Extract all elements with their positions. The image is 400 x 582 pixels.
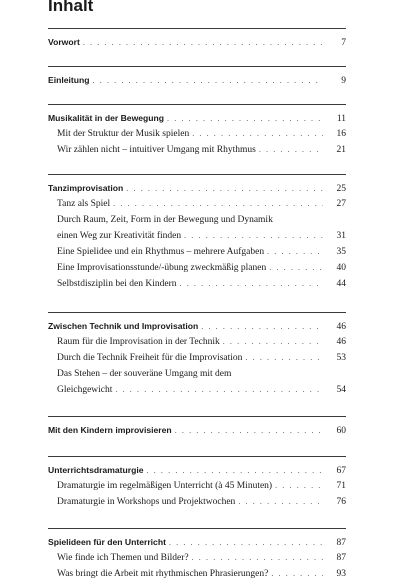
toc-section [48,528,346,582]
section-title: Musikalität in der Bewegung [48,113,165,123]
toc-section [48,312,346,398]
page-title: Inhalt [48,0,94,15]
page-number: 46 [336,322,346,332]
toc-entry-row [48,212,346,228]
section-title: Vorwort [48,37,80,47]
toc-section [48,174,346,292]
section-heading-row [48,462,346,478]
entry-title: Das Stehen – der souveräne Umgang mit dem [57,369,232,379]
entry-title: Durch Raum, Zeit, Form in der Bewegung und Dynamik [57,215,273,225]
toc-entry-row [48,334,346,350]
toc-entry-row [48,550,346,566]
entry-title: Raum für die Improvisation in der Technik [57,337,220,347]
page-number: 31 [336,231,346,241]
dot-leader [83,35,323,51]
page-number: 93 [336,569,346,579]
page-number: 27 [336,199,346,209]
entry-title: Wir zählen nicht – intuitiver Umgang mit Rhythmus [57,145,256,155]
section-heading-row [48,72,346,88]
dot-leader [192,550,323,566]
section-heading-row [48,318,346,334]
entry-title: Dramaturgie in Workshops und Projektwochen [57,497,236,507]
section-title: Einleitung [48,75,90,85]
page-number: 67 [336,466,346,476]
entry-title: Selbstdisziplin bei den Kindern [57,279,177,289]
page-number: 44 [336,279,346,289]
page-number: 35 [336,247,346,257]
page-number: 87 [336,538,346,548]
toc-entry-row [48,276,346,292]
page-number: 16 [336,129,346,139]
dot-leader [269,260,323,276]
dot-leader [180,276,323,292]
page-number: 76 [336,497,346,507]
page-number: 71 [336,481,346,491]
entry-title: Durch die Technik Freiheit für die Improvisation [57,353,243,363]
entry-title: Was bringt die Arbeit mit rhythmischen Phrasierungen? [57,569,269,579]
toc-entry-row [48,382,346,398]
dot-leader [259,142,323,158]
section-heading-row [48,180,346,196]
dot-leader [238,494,323,510]
dot-leader [245,350,323,366]
toc-entry-row [48,260,346,276]
page-number: 46 [336,337,346,347]
dot-leader [267,244,323,260]
toc-entry-row [48,228,346,244]
toc-entry-row [48,478,346,494]
page-number: 53 [336,353,346,363]
toc-section [48,28,346,50]
toc-entry-row [48,126,346,142]
section-heading-row [48,34,346,50]
toc-section [48,66,346,88]
entry-title: Eine Spielidee und ein Rhythmus – mehrere Aufgaben [57,247,265,257]
page-number: 11 [336,114,346,124]
toc-section [48,416,346,438]
page-number: 7 [341,38,346,48]
entry-title: Tanz als Spiel [57,199,111,209]
section-title: Tanzimprovisation [48,183,124,193]
section-title: Unterrichtsdramaturgie [48,465,144,475]
toc-entry-row [48,244,346,260]
section-title: Zwischen Technik und Improvisation [48,321,199,331]
dot-leader [126,181,323,197]
entry-title: Eine Improvisationsstunde/-übung zweckmäßig planen [57,263,267,273]
dot-leader [169,535,323,551]
dot-leader [147,463,323,479]
section-title: Spielideen für den Unterricht [48,537,166,547]
toc-section [48,104,346,158]
dot-leader [275,478,323,494]
dot-leader [175,423,323,439]
page-number: 9 [341,76,346,86]
entry-title: Gleichgewicht [57,385,113,395]
section-heading-row [48,110,346,126]
dot-leader [184,228,323,244]
page-number: 60 [336,426,346,436]
page-number: 87 [336,553,346,563]
toc-entry-row [48,196,346,212]
toc-section [48,456,346,510]
dot-leader [115,382,323,398]
dot-leader [192,126,323,142]
section-title: Mit den Kindern improvisieren [48,425,172,435]
toc-entry-row [48,366,346,382]
page-number: 21 [336,145,346,155]
page-number: 40 [336,263,346,273]
dot-leader [271,566,323,582]
entry-title: Dramaturgie im regelmäßigen Unterricht (à 45 Minuten) [57,481,273,491]
entry-title: Mit der Struktur der Musik spielen [57,129,190,139]
section-heading-row [48,534,346,550]
dot-leader [93,73,323,89]
table-of-contents [48,28,346,582]
section-heading-row [48,422,346,438]
toc-entry-row [48,142,346,158]
dot-leader [113,196,323,212]
entry-title: einen Weg zur Kreativität finden [57,231,182,241]
dot-leader [201,319,323,335]
page-number: 54 [336,385,346,395]
entry-title: Wie finde ich Themen und Bilder? [57,553,189,563]
toc-entry-row [48,350,346,366]
dot-leader [167,111,323,127]
page-number: 25 [336,184,346,194]
dot-leader [223,334,323,350]
toc-entry-row [48,494,346,510]
toc-entry-row [48,566,346,582]
